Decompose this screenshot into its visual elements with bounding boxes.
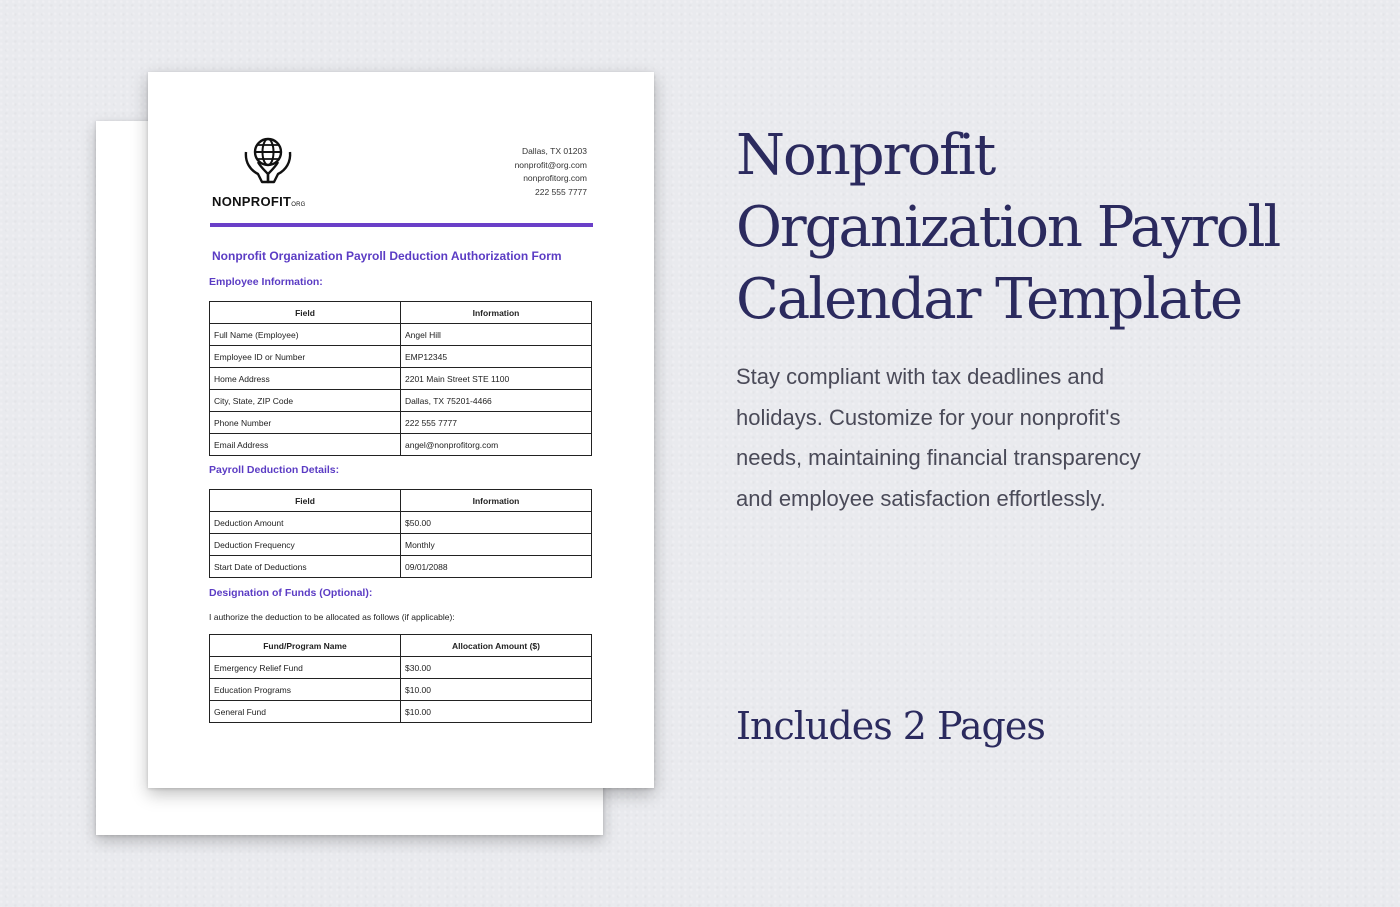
column-header: Field xyxy=(210,302,401,324)
field-value: 222 555 7777 xyxy=(401,412,592,434)
fund-amount: $10.00 xyxy=(401,701,592,723)
field-label: Email Address xyxy=(210,434,401,456)
table-row xyxy=(210,657,592,679)
contact-website: nonprofitorg.com xyxy=(523,173,587,183)
form-title: Nonprofit Organization Payroll Deduction Authorization Form xyxy=(212,249,562,263)
organization-logo xyxy=(210,134,330,214)
table-row xyxy=(210,434,592,456)
page-count-label: Includes 2 Pages xyxy=(736,704,1045,748)
field-value: EMP12345 xyxy=(401,346,592,368)
field-label: Start Date of Deductions xyxy=(210,556,401,578)
contact-phone: 222 555 7777 xyxy=(535,186,587,197)
fund-amount: $10.00 xyxy=(401,679,592,701)
table-row xyxy=(210,679,592,701)
field-value: Monthly xyxy=(401,534,592,556)
field-value: Dallas, TX 75201-4466 xyxy=(401,390,592,412)
field-label: City, State, ZIP Code xyxy=(210,390,401,412)
column-header: Field xyxy=(210,490,401,512)
headline-line-2: Organization Payroll xyxy=(736,195,1280,260)
product-description: Stay compliant with tax deadlines and holidays. Customize for your nonprofit's needs, maintaining financial transparency and employee satisfaction effortlessly. xyxy=(736,364,1141,511)
field-label: Home Address xyxy=(210,368,401,390)
table-row xyxy=(210,534,592,556)
table-header-row xyxy=(210,490,592,512)
fund-name: General Fund xyxy=(210,701,401,723)
table-row xyxy=(210,701,592,723)
employee-section-title: Employee Information: xyxy=(209,276,323,288)
employee-info-table xyxy=(209,301,592,456)
table-header-row xyxy=(210,302,592,324)
table-row xyxy=(210,346,592,368)
front-page xyxy=(148,72,654,788)
logo-suffix: ORG xyxy=(291,202,306,208)
table-row xyxy=(210,390,592,412)
field-value: angel@nonprofitorg.com xyxy=(401,434,592,456)
table-row xyxy=(210,412,592,434)
field-label: Deduction Amount xyxy=(210,512,401,534)
globe-hands-icon xyxy=(240,134,296,190)
product-headline xyxy=(736,120,1336,336)
table-row xyxy=(210,556,592,578)
funds-allocation-table xyxy=(209,634,592,723)
field-label: Deduction Frequency xyxy=(210,534,401,556)
contact-block xyxy=(515,145,587,199)
deduction-details-table xyxy=(209,489,592,578)
column-header: Allocation Amount ($) xyxy=(401,635,592,657)
field-value: 2201 Main Street STE 1100 xyxy=(401,368,592,390)
header-divider xyxy=(210,223,593,227)
headline-line-1: Nonprofit xyxy=(736,123,995,188)
deduction-section-title: Payroll Deduction Details: xyxy=(209,464,340,476)
field-label: Employee ID or Number xyxy=(210,346,401,368)
fund-name: Emergency Relief Fund xyxy=(210,657,401,679)
logo-wordmark xyxy=(212,194,306,209)
logo-name: NONPROFIT xyxy=(212,194,292,209)
contact-address: Dallas, TX 01203 xyxy=(521,146,587,156)
funds-section-title: Designation of Funds (Optional): xyxy=(209,587,373,599)
contact-email: nonprofit@org.com xyxy=(514,159,587,170)
field-label: Phone Number xyxy=(210,412,401,434)
table-header-row xyxy=(210,635,592,657)
fund-name: Education Programs xyxy=(210,679,401,701)
column-header: Information xyxy=(401,490,592,512)
headline-line-3: Calendar Template xyxy=(736,267,1242,332)
table-row xyxy=(210,512,592,534)
field-value: Angel Hill xyxy=(401,324,592,346)
field-label: Full Name (Employee) xyxy=(210,324,401,346)
field-value: $50.00 xyxy=(401,512,592,534)
column-header: Information xyxy=(401,302,592,324)
field-value: 09/01/2088 xyxy=(401,556,592,578)
column-header: Fund/Program Name xyxy=(210,635,401,657)
funds-note: I authorize the deduction to be allocated as follows (if applicable): xyxy=(209,612,455,622)
table-row xyxy=(210,324,592,346)
table-row xyxy=(210,368,592,390)
fund-amount: $30.00 xyxy=(401,657,592,679)
